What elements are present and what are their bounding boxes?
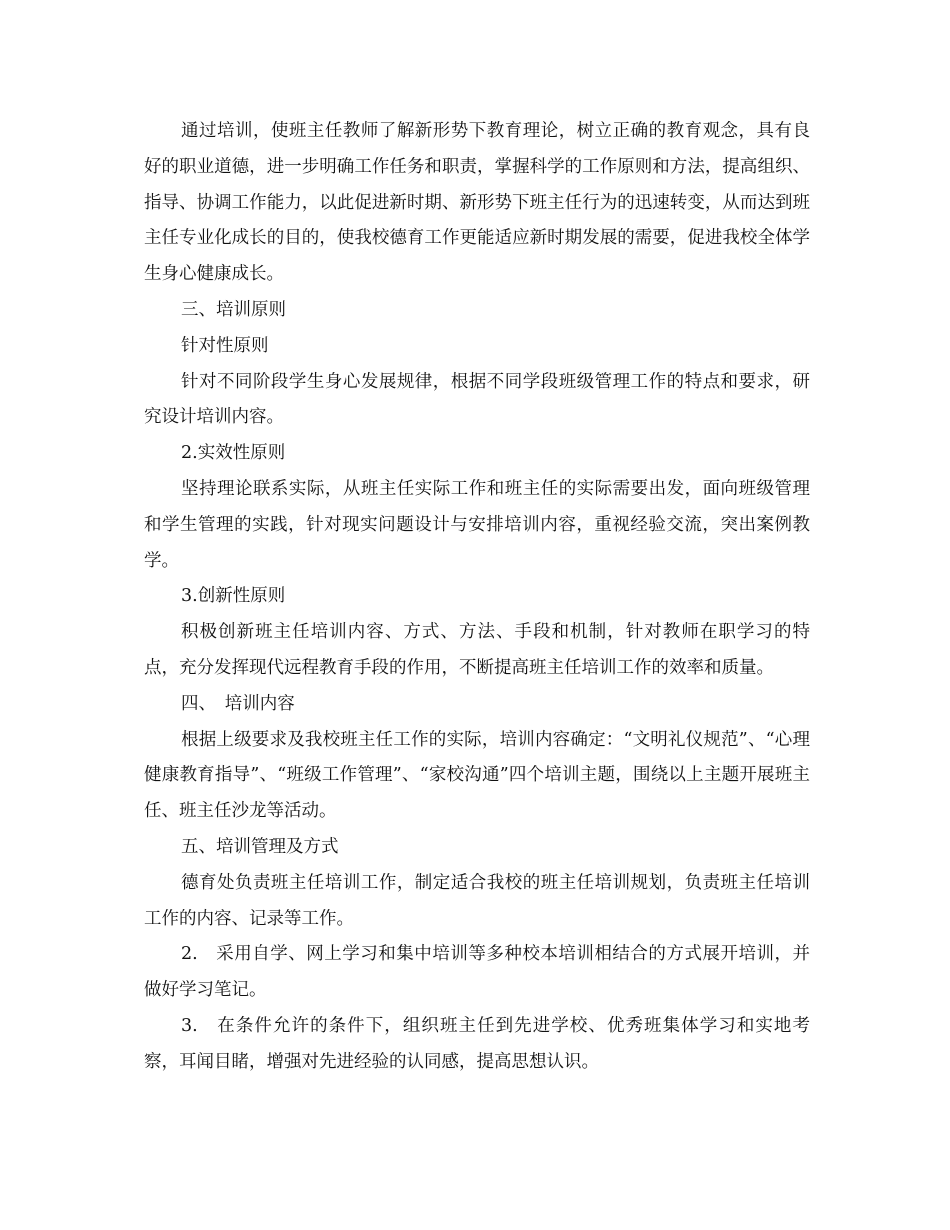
subheading-targeted-principle: 针对性原则 bbox=[181, 335, 269, 356]
paragraph-training-content: 根据上级要求及我校班主任工作的实际，培训内容确定：“文明礼仪规范”、“心理健康教育指导”、“班级工作管理”、“家校沟通”四个培训主题，围绕以上主题开展班主任、班主任沙龙等活动。 bbox=[144, 729, 810, 822]
paragraph-innovation-principle: 积极创新班主任培训内容、方式、方法、手段和机制，针对教师在职学习的特点，充分发挥现代远程教育手段的作用，不断提高班主任培训工作的效率和质量。 bbox=[144, 622, 810, 678]
heading-training-management: 五、培训管理及方式 bbox=[181, 836, 339, 857]
document-body bbox=[144, 114, 810, 1081]
heading-training-content: 四、 培训内容 bbox=[181, 693, 295, 714]
paragraph-management-item-2: 2. 采用自学、网上学习和集中培训等多种校本培训相结合的方式展开培训，并做好学习笔记。 bbox=[144, 944, 810, 1001]
paragraph-training-goal: 通过培训，使班主任教师了解新形势下教育理论，树立正确的教育观念，具有良好的职业道德，进一步明确工作任务和职责，掌握科学的工作原则和方法，提高组织、指导、协调工作能力，以此促进新时期、新形势下班主任行为的迅速转变，从而达到班主任专业化成长的目的，使我校德育工作更能适应新时期发展的需要，促进我校全体学生身心健康成长。 bbox=[144, 121, 810, 285]
paragraph-targeted-principle: 针对不同阶段学生身心发展规律，根据不同学段班级管理工作的特点和要求，研究设计培训内容。 bbox=[144, 371, 810, 428]
subheading-effectiveness-principle: 2.实效性原则 bbox=[181, 443, 286, 464]
paragraph-management-item-3: 3. 在条件允许的条件下，组织班主任到先进学校、优秀班集体学习和实地考察，耳闻目睹，增强对先进经验的认同感，提高思想认识。 bbox=[144, 1015, 810, 1072]
subheading-innovation-principle: 3.创新性原则 bbox=[181, 586, 286, 607]
paragraph-effectiveness-principle: 坚持理论联系实际，从班主任实际工作和班主任的实际需要出发，面向班级管理和学生管理的实践，针对现实问题设计与安排培训内容，重视经验交流，突出案例教学。 bbox=[144, 478, 810, 571]
paragraph-management-item-1: 德育处负责班主任培训工作，制定适合我校的班主任培训规划，负责班主任培训工作的内容、记录等工作。 bbox=[144, 872, 810, 929]
heading-training-principles: 三、培训原则 bbox=[181, 299, 286, 320]
